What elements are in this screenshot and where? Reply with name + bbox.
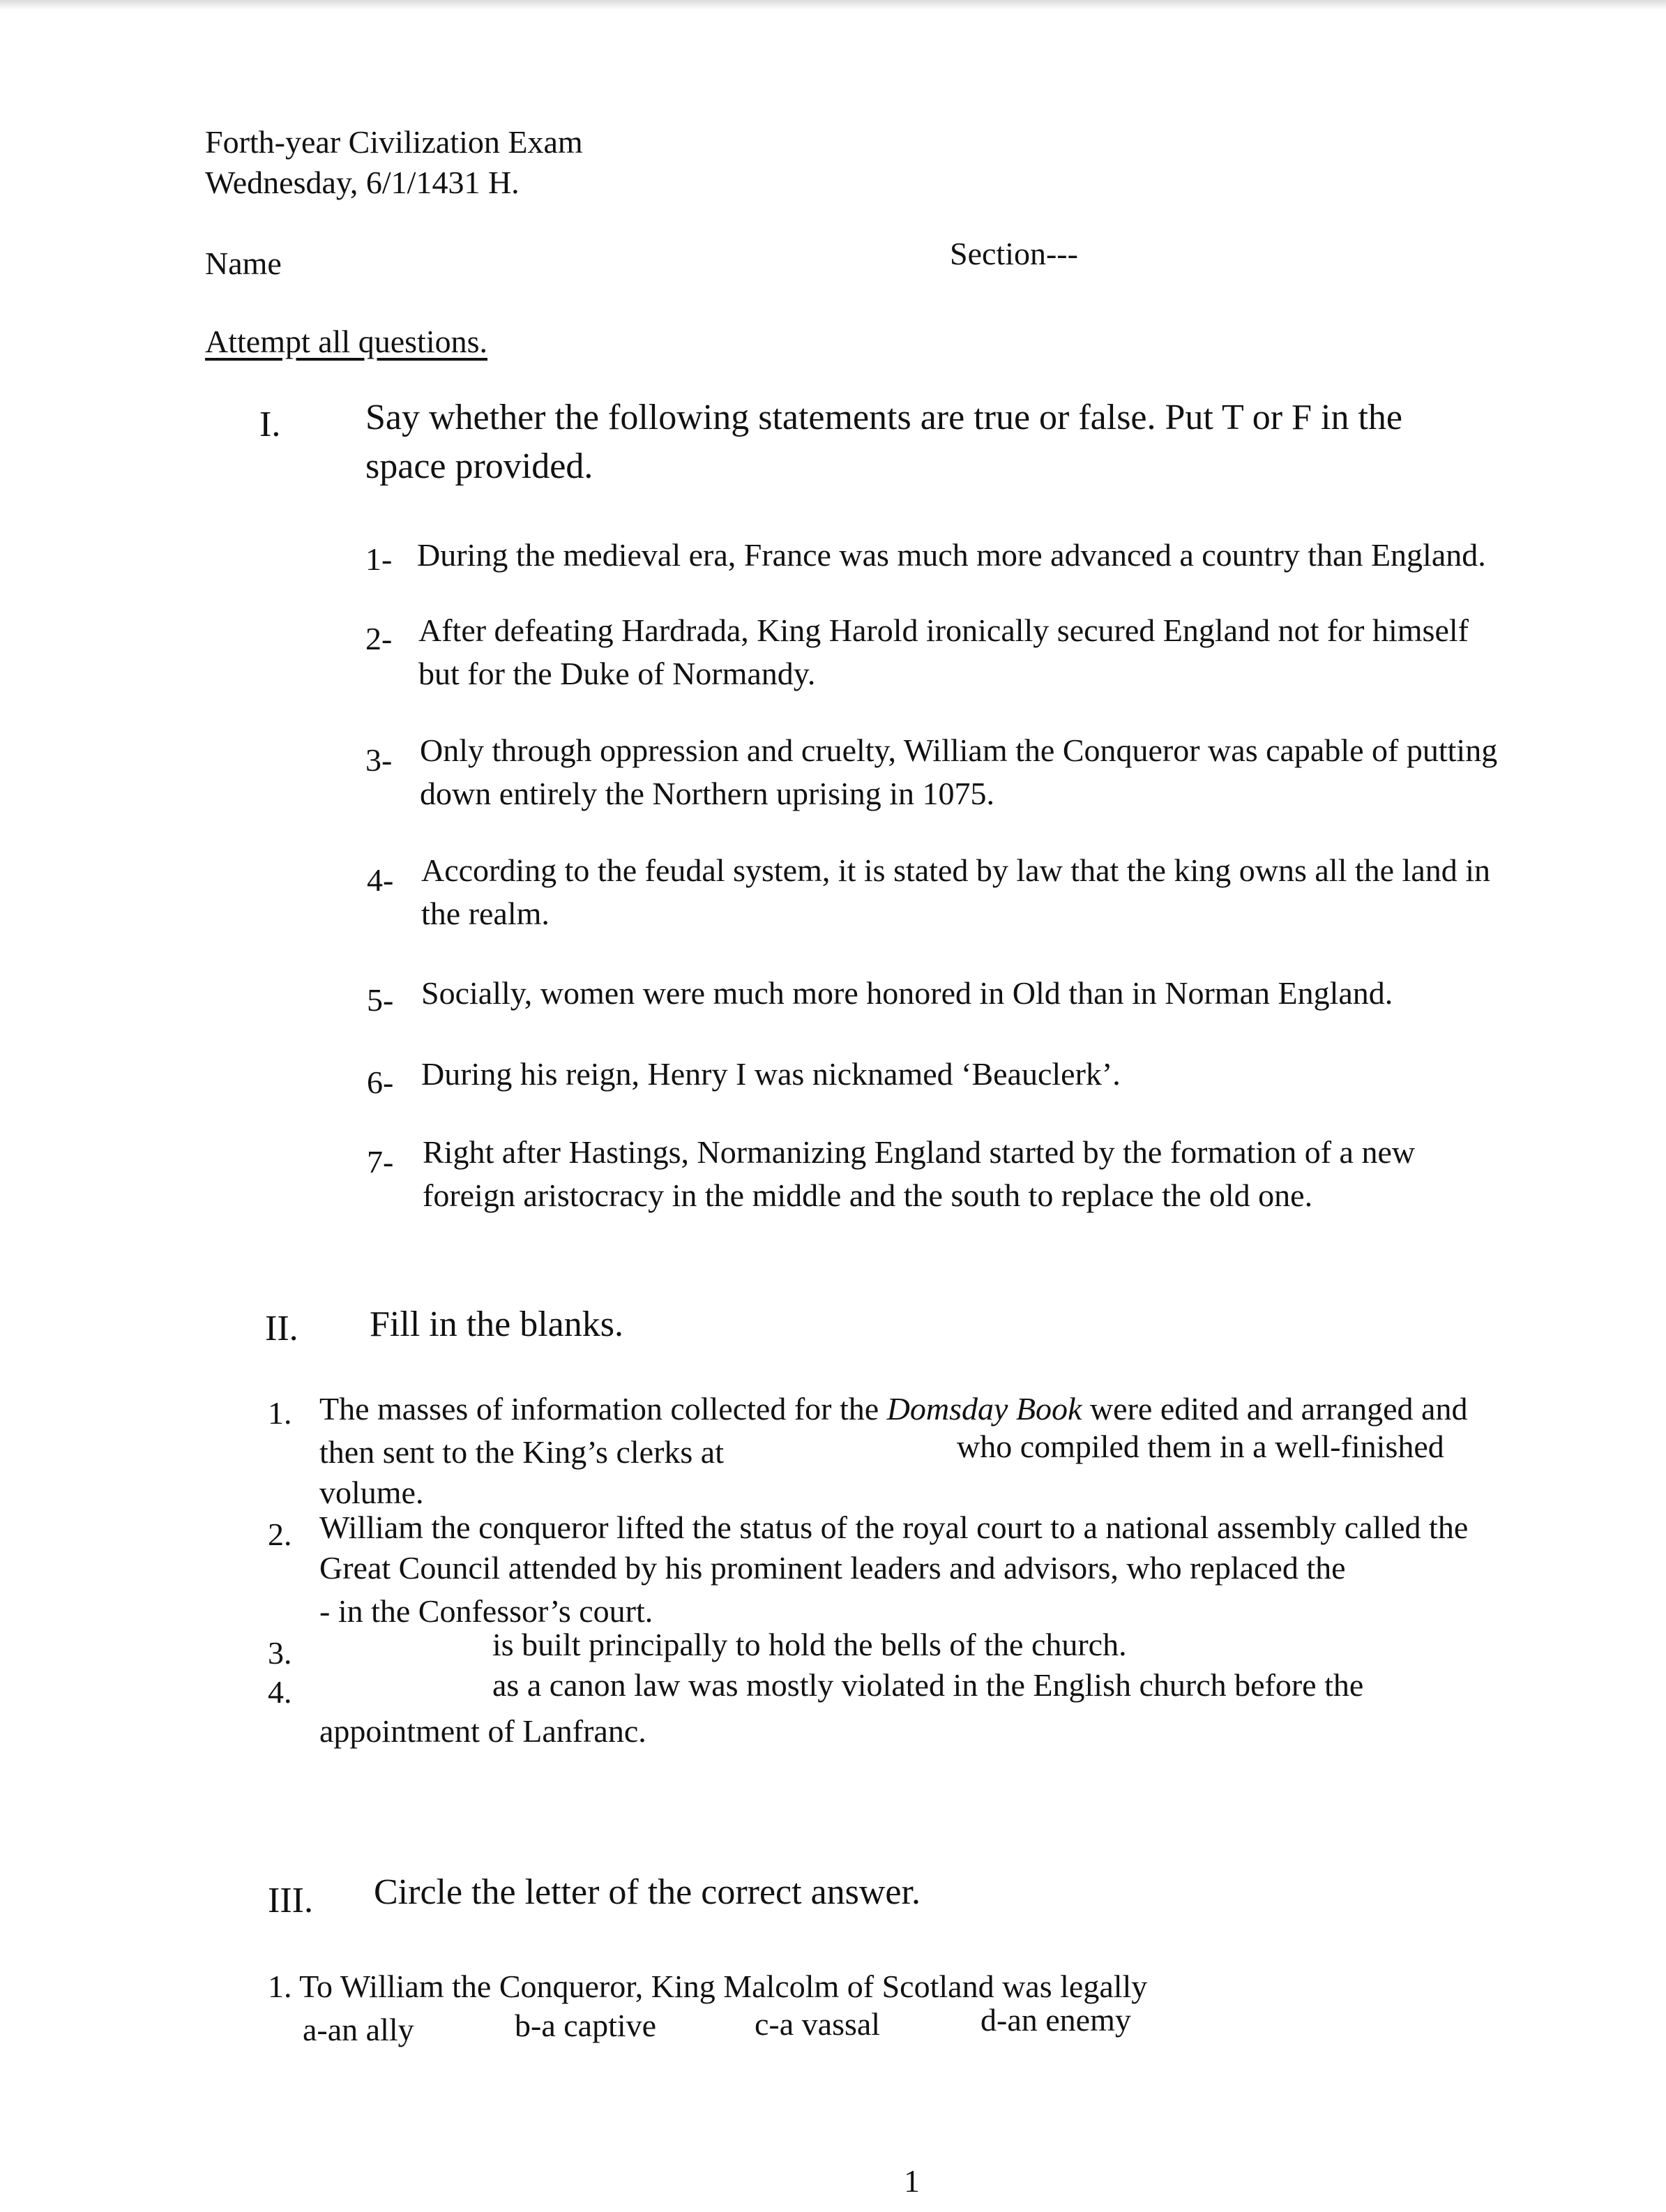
item-text-line2: appointment of Lanfranc.	[319, 1713, 646, 1749]
item-text-line2-b: who compiled them in a well-finished	[957, 1429, 1444, 1464]
part2-numeral: II.	[265, 1309, 298, 1348]
domsday-book-title: Domsday Book	[886, 1391, 1082, 1427]
item-text-cont: but for the Duke of Normandy.	[418, 656, 816, 691]
item-text: is built principally to hold the bells of the church.	[492, 1627, 1127, 1662]
item-number: 4.	[268, 1674, 292, 1710]
item-text	[319, 1388, 1467, 1430]
name-label: Name	[205, 246, 282, 281]
item-number: 6-	[367, 1064, 394, 1100]
item-text: During the medieval era, France was much more advanced a country than England.	[417, 537, 1486, 573]
item-text: During his reign, Henry I was nicknamed ‘Beauclerk’.	[421, 1056, 1121, 1092]
item-number: 5-	[367, 982, 394, 1018]
item-number: 3.	[268, 1635, 292, 1671]
instruction: Attempt all questions.	[205, 324, 488, 359]
item-text: After defeating Hardrada, King Harold ironically secured England not for himself	[418, 612, 1469, 648]
item-text-line2-a: then sent to the King’s clerks at	[319, 1434, 724, 1470]
mc-question-1: 1. To William the Conqueror, King Malcolm of Scotland was legally	[268, 1969, 1148, 2004]
part3-heading: Circle the letter of the correct answer.	[374, 1872, 921, 1912]
item-text-cont: foreign aristocracy in the middle and the south to replace the old one.	[423, 1178, 1313, 1213]
item-text: Only through oppression and cruelty, William the Conqueror was capable of putting	[420, 732, 1498, 768]
exam-date: Wednesday, 6/1/1431 H.	[205, 165, 520, 200]
item-text: as a canon law was mostly violated in the English church before the	[492, 1667, 1364, 1703]
item-number: 1.	[268, 1395, 292, 1431]
mc-option-c: c-a vassal	[755, 2006, 881, 2042]
item-text-line2: Great Council attended by his prominent leaders and advisors, who replaced the	[319, 1550, 1346, 1586]
part1-numeral: I.	[259, 405, 281, 444]
item-number: 1-	[365, 541, 393, 577]
item-text-cont: the realm.	[421, 896, 550, 931]
item-text: William the conqueror lifted the status of the royal court to a national assembly called the	[319, 1510, 1469, 1545]
item-text: According to the feudal system, it is stated by law that the king owns all the land in	[421, 852, 1491, 888]
part2-heading: Fill in the blanks.	[370, 1304, 623, 1344]
mc-option-a: a-an ally	[303, 2012, 414, 2047]
item-number: 7-	[367, 1144, 394, 1180]
item-text: Right after Hastings, Normanizing England started by the formation of a new	[423, 1134, 1416, 1170]
item-text-b: were edited and arranged and	[1082, 1391, 1468, 1427]
part3-numeral: III.	[268, 1881, 313, 1920]
item-number: 4-	[367, 862, 394, 898]
item-number: 2-	[365, 621, 393, 656]
section-label: Section---	[950, 236, 1078, 271]
page-number: 1	[904, 2163, 920, 2199]
item-number: 2.	[268, 1517, 292, 1552]
item-text-line3: - in the Confessor’s court.	[319, 1593, 653, 1629]
scan-edge	[0, 0, 1666, 10]
part1-heading-line2: space provided.	[365, 446, 593, 486]
item-text-a: The masses of information collected for the	[319, 1391, 887, 1427]
exam-title: Forth-year Civilization Exam	[205, 124, 583, 160]
item-number: 3-	[365, 742, 393, 778]
item-text: Socially, women were much more honored in Old than in Norman England.	[421, 975, 1393, 1011]
mc-option-d: d-an enemy	[980, 2002, 1131, 2038]
part1-heading-line1: Say whether the following statements are true or false. Put T or F in the	[365, 398, 1402, 437]
item-text-cont: down entirely the Northern uprising in 1075.	[420, 776, 995, 811]
item-text-line3: volume.	[319, 1475, 424, 1510]
mc-option-b: b-a captive	[515, 2008, 657, 2043]
